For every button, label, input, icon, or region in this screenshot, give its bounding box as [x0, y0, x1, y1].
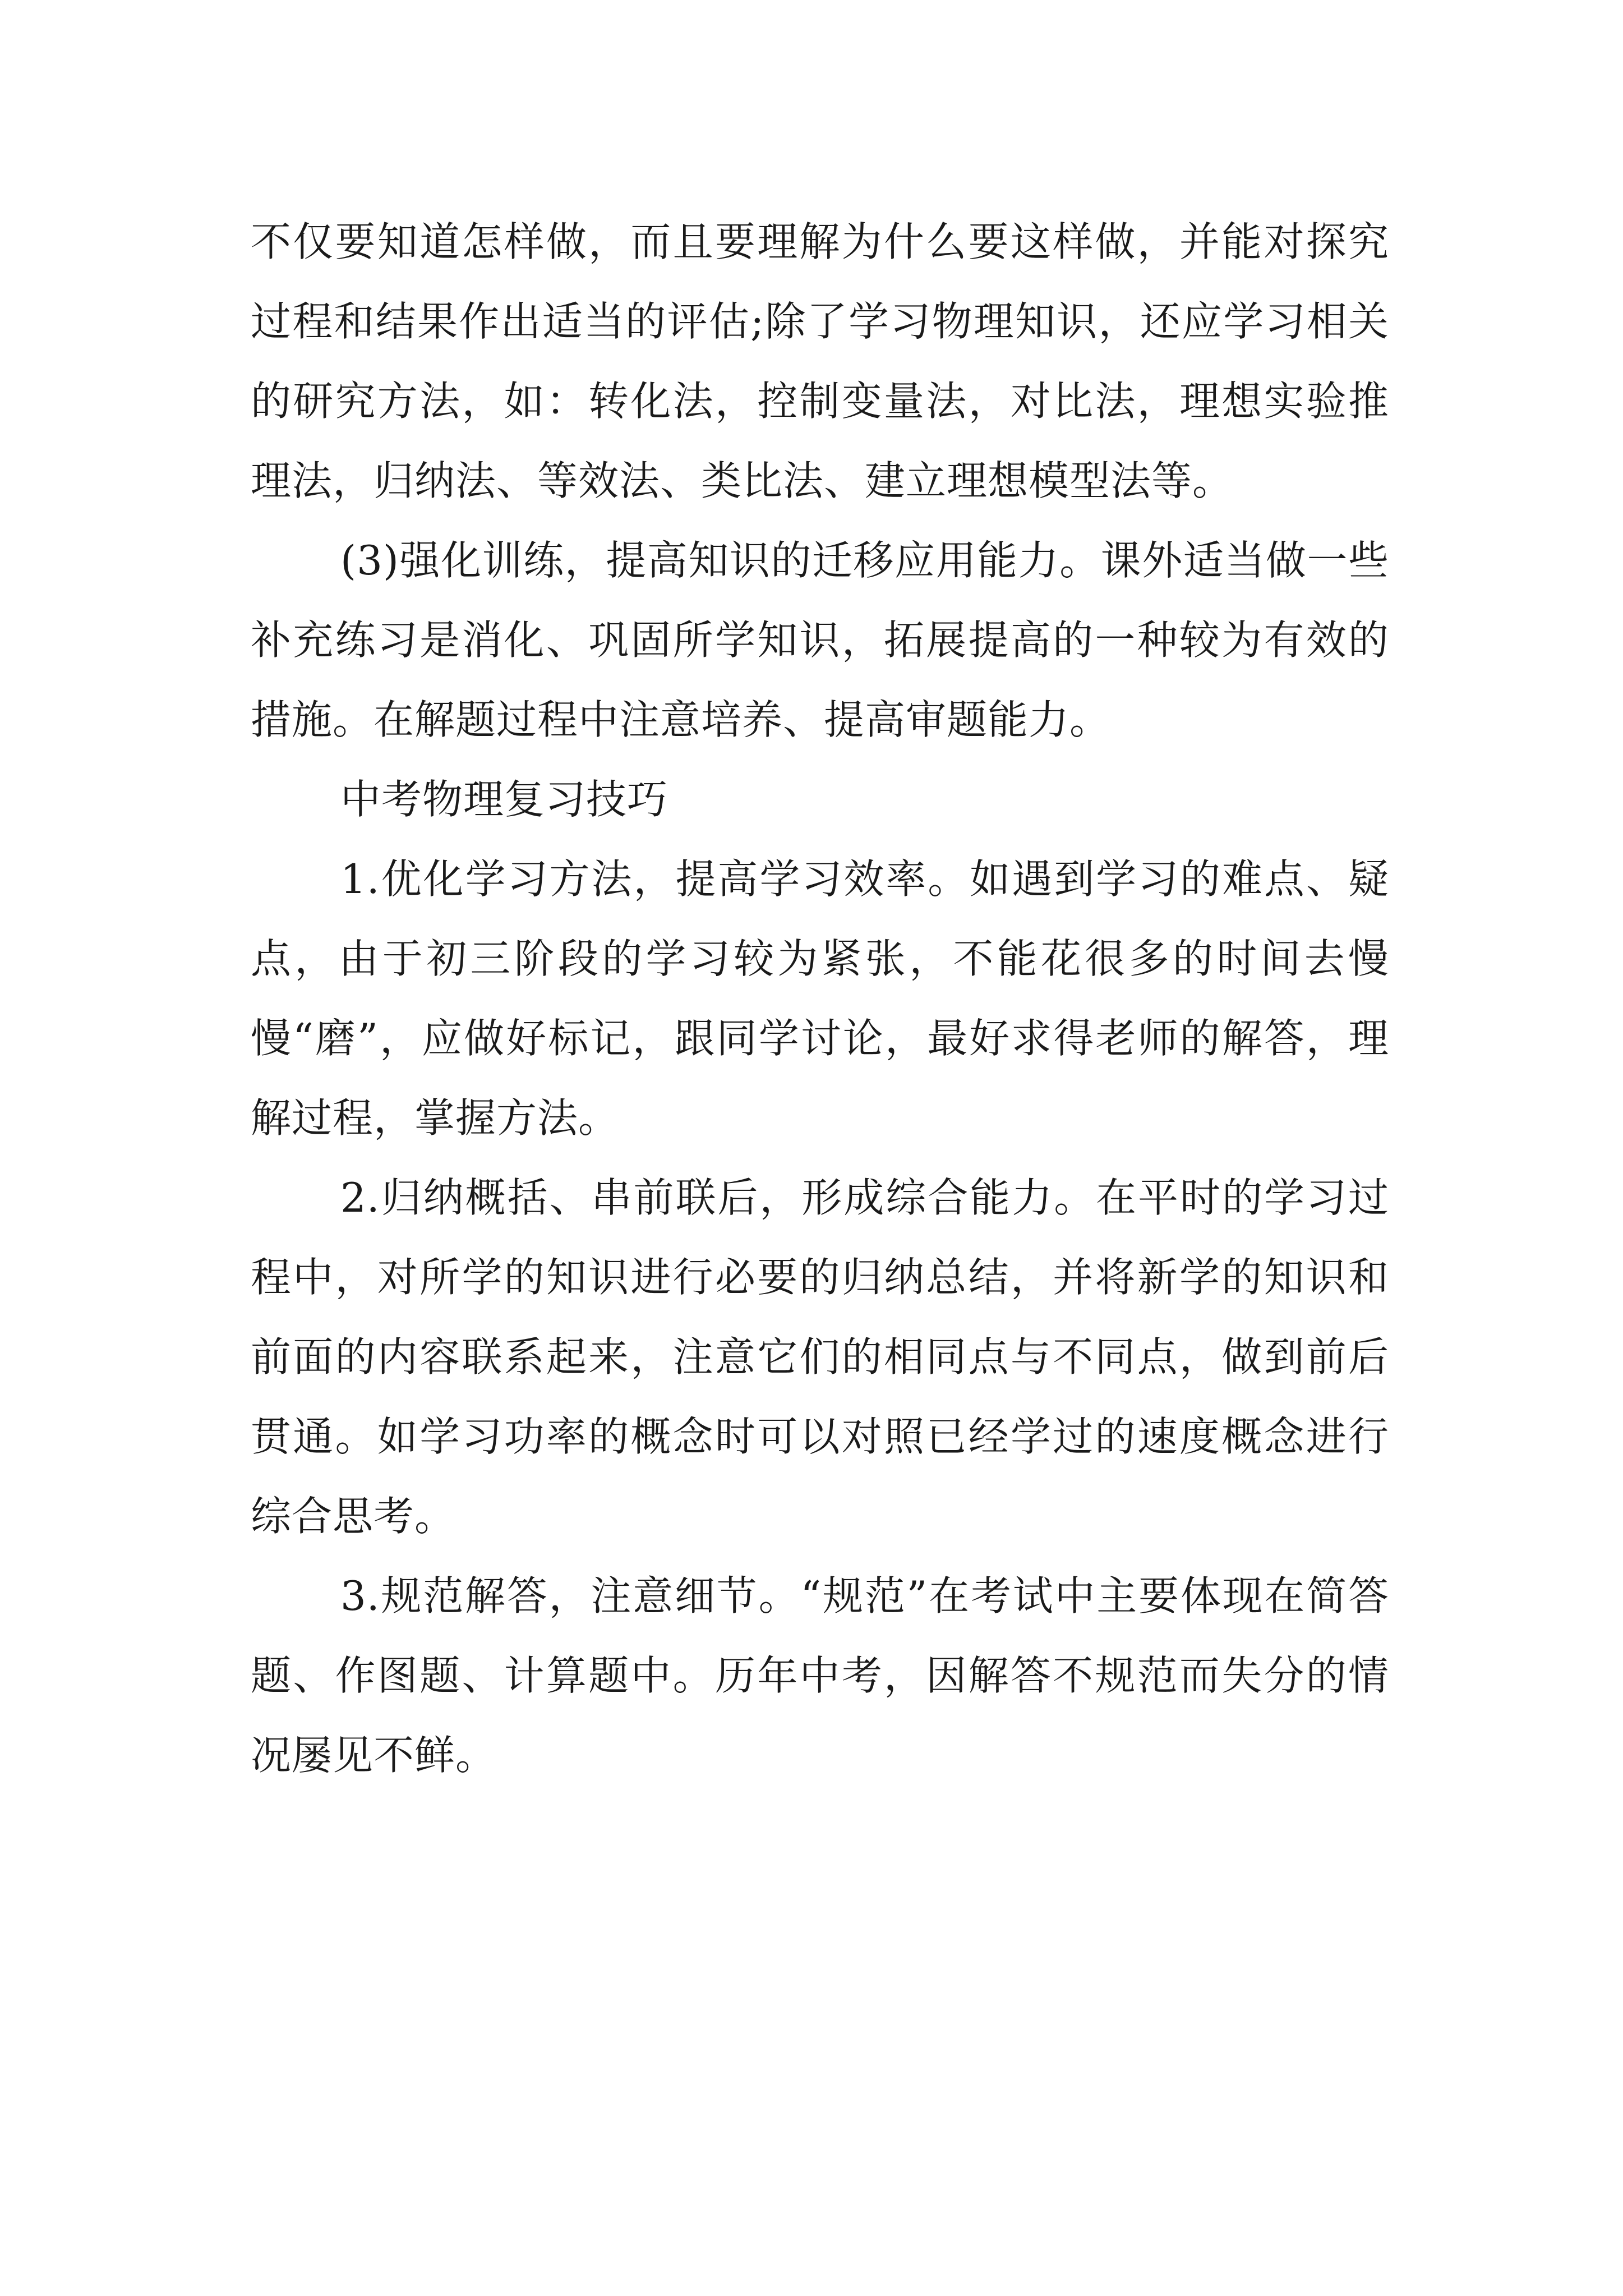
section-heading-review-tips: 中考物理复习技巧	[340, 776, 668, 823]
paragraph-tip-1: 1.优化学习方法，提高学习效率。如遇到学习的难点、疑点，由于初三阶段的学习较为紧张，不能花很多的时间去慢慢“磨”，应做好标记，跟同学讨论，最好求得老师的解答，理解过程，掌握方法。	[251, 855, 1389, 1142]
document-body	[251, 202, 1389, 1795]
paragraph-tip-3: 3.规范解答，注意细节。“规范”在考试中主要体现在简答题、作图题、计算题中。历年中考，因解答不规范而失分的情况屡见不鲜。	[251, 1572, 1389, 1779]
paragraph-tip-2: 2.归纳概括、串前联后，形成综合能力。在平时的学习过程中，对所学的知识进行必要的归纳总结，并将新学的知识和前面的内容联系起来，注意它们的相同点与不同点，做到前后贯通。如学习功率的概念时可以对照已经学过的速度概念进行综合思考。	[251, 1174, 1389, 1540]
paragraph-research-methods: 不仅要知道怎样做，而且要理解为什么要这样做，并能对探究过程和结果作出适当的评估;除了学习物理知识，还应学习相关的研究方法，如：转化法，控制变量法，对比法，理想实验推理法，归纳法、等效法、类比法、建立理想模型法等。	[251, 218, 1389, 504]
paragraph-strengthen-training: (3)强化训练，提高知识的迁移应用能力。课外适当做一些补充练习是消化、巩固所学知识，拓展提高的一种较为有效的措施。在解题过程中注意培养、提高审题能力。	[251, 537, 1389, 743]
